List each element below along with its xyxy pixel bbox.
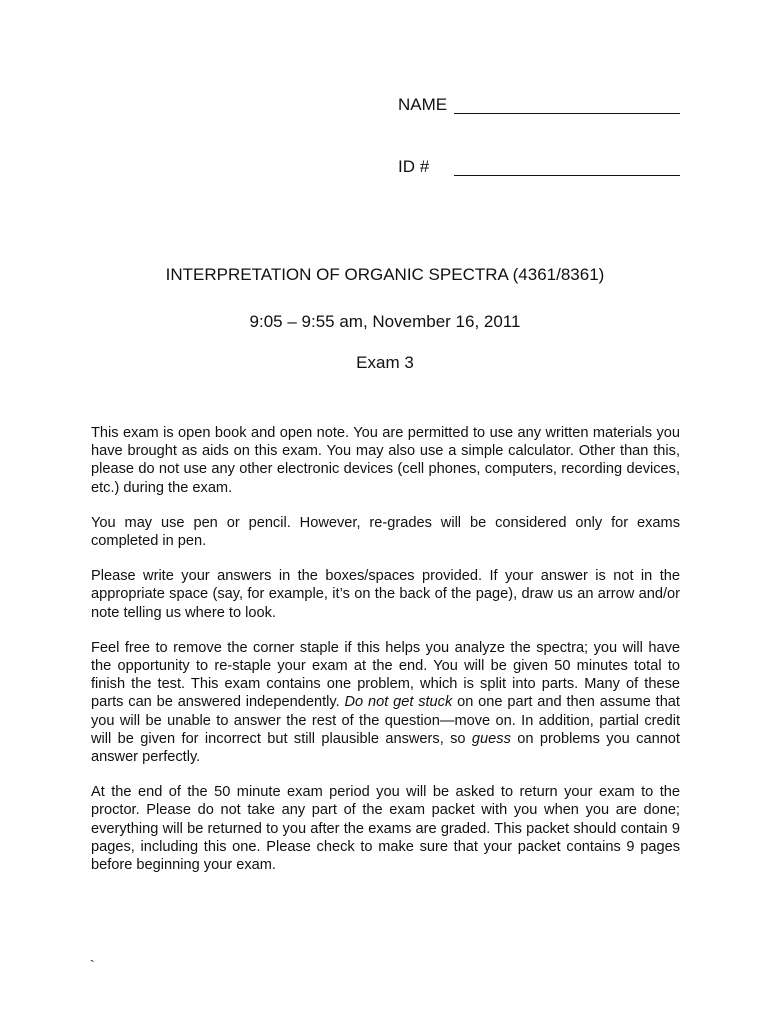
instruction-paragraph-2: You may use pen or pencil. However, re-grades will be considered only for exams completed in pen. <box>91 514 680 550</box>
p4-emphasis-do-not-get-stuck: Do not get stuck <box>344 694 453 711</box>
p4-text-c: on problems you cannot answer perfectly. <box>91 730 680 766</box>
instruction-paragraph-1: This exam is open book and open note. You are permitted to use any written materials you have brought as aids on this exam. You may also use a simple calculator. Other than this, please do not use any other electronic devices (cell phones, computers, recording devices, etc.) during the exam. <box>91 425 680 496</box>
id-label: ID # <box>398 157 430 176</box>
name-label: NAME <box>398 95 448 114</box>
instruction-paragraph-3: Please write your answers in the boxes/spaces provided. If your answer is not in the appropriate space (say, for example, it’s on the back of the page), draw us an arrow and/or note telling us where to look. <box>91 568 680 621</box>
instruction-paragraph-4 <box>91 639 680 766</box>
instruction-paragraph-5: At the end of the 50 minute exam period you will be asked to return your exam to the proctor. Please do not take any part of the exam packet with you when you are done; everything will be returned to you after the exams are graded. This packet should contain 9 pages, including this one. Please check to make sure that your packet contains 9 pages before beginning your exam. <box>91 784 680 874</box>
exam-number: Exam 3 <box>356 353 414 372</box>
name-blank-line[interactable] <box>454 113 680 114</box>
stray-mark: ` <box>90 957 95 973</box>
p4-emphasis-guess: guess <box>471 730 511 747</box>
p4-text-b: on one part and then assume that you will be unable to answer the rest of the question—move on. In addition, partial credit will be given for incorrect but still plausible answers, so <box>91 694 680 747</box>
p4-text-a: Feel free to remove the corner staple if this helps you analyze the spectra; you will have the opportunity to re-staple your exam at the end. You will be given 50 minutes total to finish the test. This exam contains one problem, which is split into parts. Many of these parts can be answered independently. <box>91 639 680 711</box>
instructions <box>91 424 680 891</box>
exam-time-date: 9:05 – 9:55 am, November 16, 2011 <box>249 312 521 331</box>
id-blank-line[interactable] <box>454 175 680 176</box>
course-title: INTERPRETATION OF ORGANIC SPECTRA (4361/8361) <box>165 265 605 284</box>
